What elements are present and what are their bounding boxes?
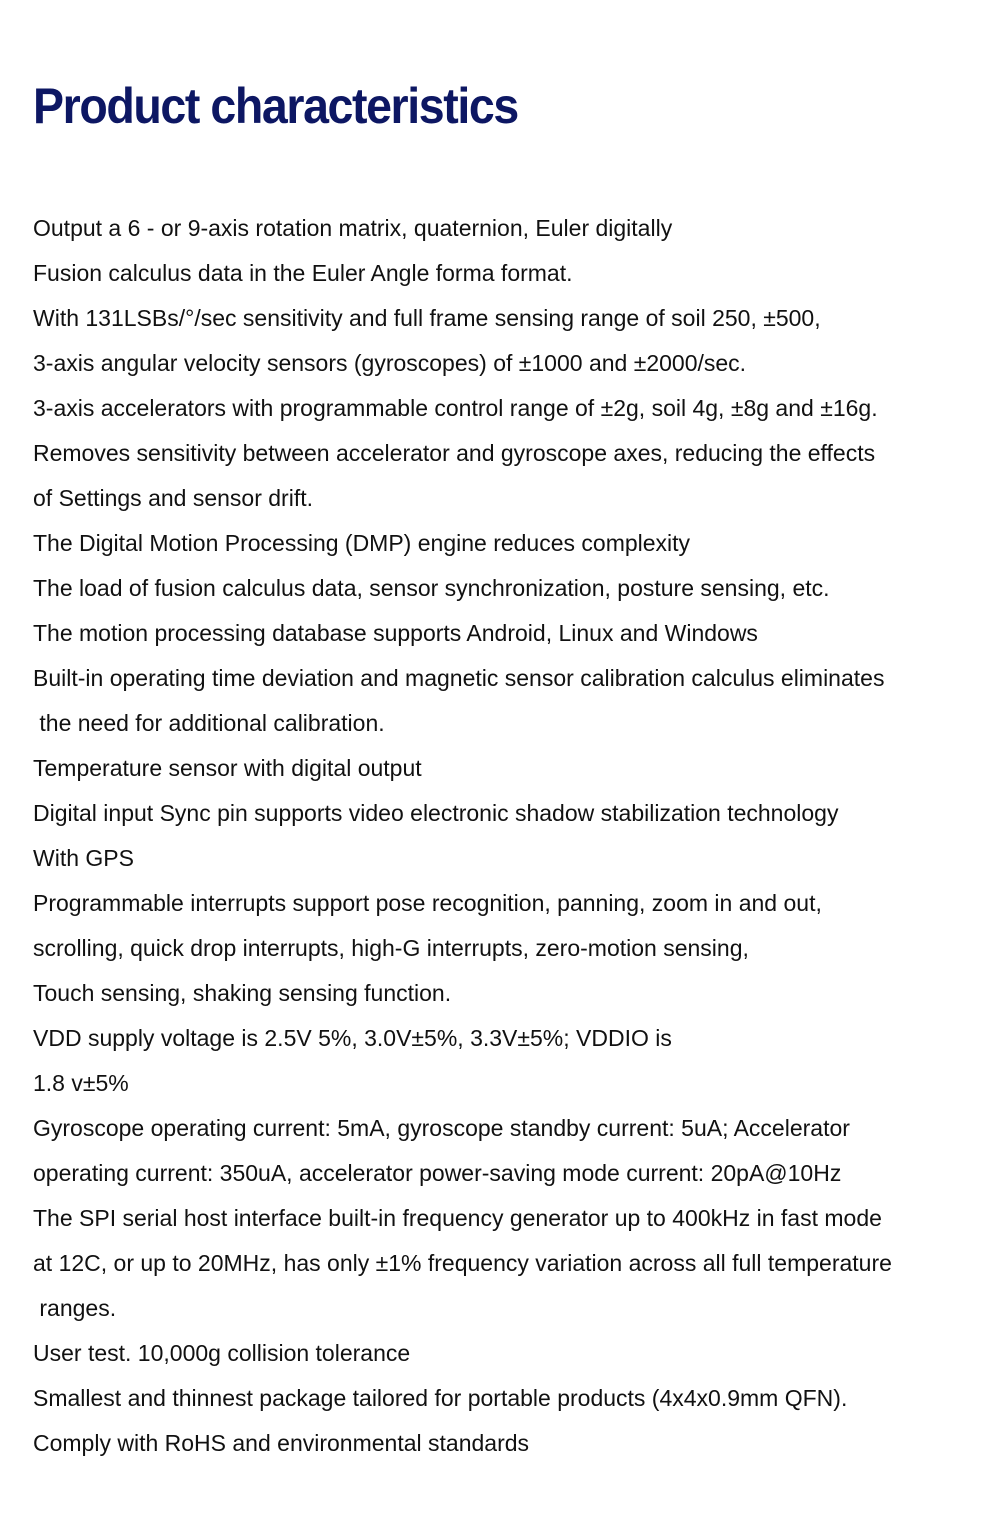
characteristic-line: The motion processing database supports Android, Linux and Windows (33, 620, 758, 646)
characteristic-line: User test. 10,000g collision tolerance (33, 1340, 411, 1366)
characteristic-line: 3-axis angular velocity sensors (gyroscopes) of ±1000 and ±2000/sec. (33, 350, 747, 376)
characteristic-line: the need for additional calibration. (33, 710, 385, 736)
characteristic-line: Fusion calculus data in the Euler Angle forma format. (33, 260, 573, 286)
characteristic-line: Output a 6 - or 9-axis rotation matrix, quaternion, Euler digitally (33, 215, 673, 241)
characteristic-line: With 131LSBs/°/sec sensitivity and full frame sensing range of soil 250, ±500, (33, 305, 821, 331)
characteristic-line: Temperature sensor with digital output (33, 755, 422, 781)
characteristic-line: Digital input Sync pin supports video electronic shadow stabilization technology (33, 800, 839, 826)
characteristic-line: Comply with RoHS and environmental standards (33, 1430, 530, 1456)
characteristic-line: With GPS (33, 845, 134, 871)
characteristic-line: operating current: 350uA, accelerator power-saving mode current: 20pA@10Hz (33, 1160, 842, 1186)
characteristic-line: Gyroscope operating current: 5mA, gyroscope standby current: 5uA; Accelerator (33, 1115, 850, 1141)
characteristics-list (33, 206, 993, 1466)
characteristic-line: Touch sensing, shaking sensing function. (33, 980, 452, 1006)
characteristic-line: ranges. (33, 1295, 117, 1321)
characteristic-line: at 12C, or up to 20MHz, has only ±1% frequency variation across all full temperature (33, 1250, 892, 1276)
characteristic-line: of Settings and sensor drift. (33, 485, 313, 511)
characteristic-line: Built-in operating time deviation and magnetic sensor calibration calculus eliminates (33, 665, 885, 691)
characteristic-line: Removes sensitivity between accelerator and gyroscope axes, reducing the effects (33, 440, 876, 466)
characteristic-line: scrolling, quick drop interrupts, high-G interrupts, zero-motion sensing, (33, 935, 749, 961)
characteristic-line: VDD supply voltage is 2.5V 5%, 3.0V±5%, 3.3V±5%; VDDIO is (33, 1025, 672, 1051)
characteristic-line: 3-axis accelerators with programmable control range of ±2g, soil 4g, ±8g and ±16g. (33, 395, 878, 421)
characteristic-line: The SPI serial host interface built-in frequency generator up to 400kHz in fast mode (33, 1205, 882, 1231)
characteristic-line: The Digital Motion Processing (DMP) engine reduces complexity (33, 530, 691, 556)
characteristic-line: Smallest and thinnest package tailored for portable products (4x4x0.9mm QFN). (33, 1385, 848, 1411)
characteristic-line: Programmable interrupts support pose recognition, panning, zoom in and out, (33, 890, 822, 916)
characteristic-line: 1.8 v±5% (33, 1070, 129, 1096)
characteristic-line: The load of fusion calculus data, sensor synchronization, posture sensing, etc. (33, 575, 830, 601)
page-title: Product characteristics (33, 78, 518, 134)
